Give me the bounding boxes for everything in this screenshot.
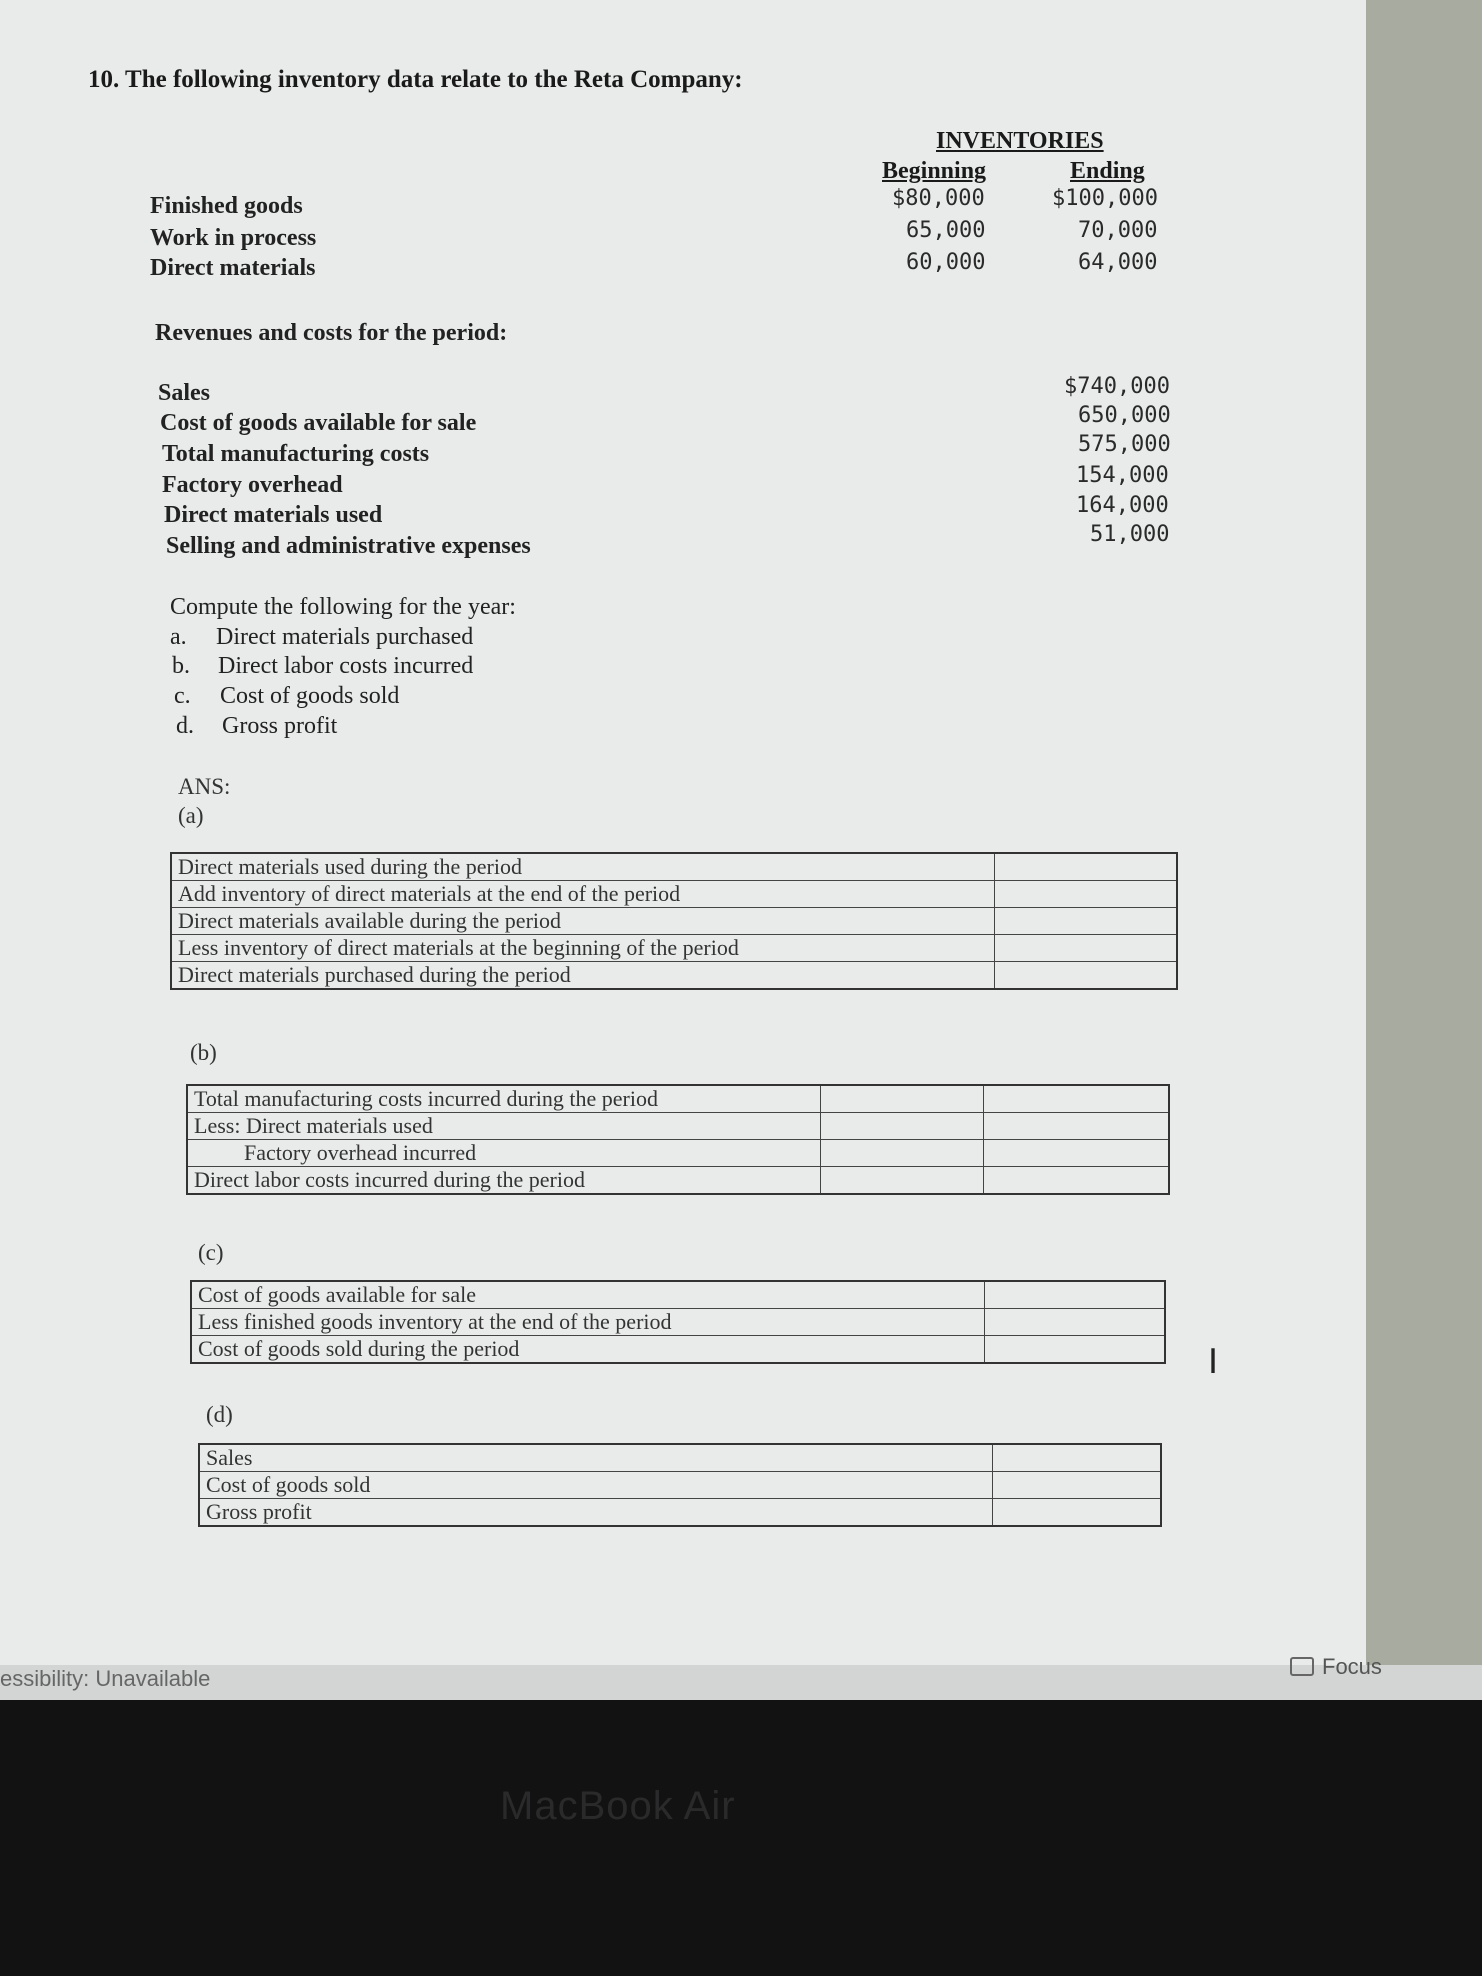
revenue-value: 575,000 bbox=[1078, 432, 1171, 457]
answer-cell[interactable] bbox=[984, 1113, 1170, 1140]
answer-table-c bbox=[190, 1280, 1166, 1364]
ending-col-header: Ending bbox=[1070, 158, 1145, 184]
ans-label: ANS: bbox=[178, 774, 231, 799]
row-description: Direct materials available during the period bbox=[171, 908, 995, 935]
row-description: Sales bbox=[199, 1444, 993, 1472]
status-bar bbox=[0, 1665, 1482, 1700]
revenue-value: 154,000 bbox=[1076, 463, 1169, 488]
row-description: Factory overhead incurred bbox=[187, 1140, 821, 1167]
answer-cell[interactable] bbox=[985, 1309, 1166, 1336]
table-row bbox=[171, 853, 1177, 881]
answer-cell[interactable] bbox=[821, 1167, 984, 1195]
compute-item-text: Direct materials purchased bbox=[216, 624, 474, 650]
focus-button[interactable] bbox=[1290, 1654, 1382, 1680]
revenues-heading: Revenues and costs for the period: bbox=[155, 320, 508, 346]
answer-cell[interactable] bbox=[985, 1336, 1166, 1364]
compute-item bbox=[170, 624, 473, 651]
revenue-label: Direct materials used bbox=[164, 502, 383, 528]
inventory-label: Work in process bbox=[150, 225, 317, 251]
row-description: Cost of goods available for sale bbox=[191, 1281, 985, 1309]
answer-cell[interactable] bbox=[993, 1444, 1162, 1472]
table-row bbox=[187, 1085, 1169, 1113]
table-row bbox=[199, 1472, 1161, 1499]
answer-cell[interactable] bbox=[984, 1140, 1170, 1167]
row-description: Direct materials used during the period bbox=[171, 853, 995, 881]
answer-cell[interactable] bbox=[995, 935, 1178, 962]
answer-table-b bbox=[186, 1084, 1170, 1195]
row-description: Less finished goods inventory at the end of the period bbox=[191, 1309, 985, 1336]
inventory-ending: 70,000 bbox=[1078, 218, 1158, 243]
table-row bbox=[191, 1309, 1165, 1336]
row-description: Less: Direct materials used bbox=[187, 1113, 821, 1140]
compute-item-text: Direct labor costs incurred bbox=[218, 653, 474, 679]
compute-heading: Compute the following for the year: bbox=[170, 594, 516, 620]
inventory-label: Finished goods bbox=[150, 193, 303, 219]
compute-item-text: Gross profit bbox=[222, 713, 338, 739]
part-a-label: (a) bbox=[178, 803, 204, 828]
device-brand: MacBook Air bbox=[500, 1784, 736, 1828]
answer-cell[interactable] bbox=[821, 1085, 984, 1113]
inventory-beginning: $80,000 bbox=[892, 186, 985, 211]
inventory-ending: 64,000 bbox=[1078, 250, 1158, 275]
table-row bbox=[199, 1499, 1161, 1527]
revenue-label: Total manufacturing costs bbox=[162, 441, 430, 467]
inventories-header: INVENTORIES bbox=[936, 128, 1104, 154]
compute-item-letter: b. bbox=[172, 653, 190, 679]
inventory-beginning: 60,000 bbox=[906, 250, 986, 275]
row-description: Less inventory of direct materials at the beginning of the period bbox=[171, 935, 995, 962]
part-b-label: (b) bbox=[190, 1040, 217, 1065]
row-description: Cost of goods sold during the period bbox=[191, 1336, 985, 1364]
answer-table-d bbox=[198, 1443, 1162, 1527]
table-row bbox=[171, 908, 1177, 935]
table-row bbox=[191, 1281, 1165, 1309]
answer-table-a bbox=[170, 852, 1178, 990]
row-description: Gross profit bbox=[199, 1499, 993, 1527]
answer-cell[interactable] bbox=[995, 881, 1178, 908]
focus-label: Focus bbox=[1322, 1654, 1382, 1679]
table-row bbox=[171, 935, 1177, 962]
row-description: Direct labor costs incurred during the period bbox=[187, 1167, 821, 1195]
text-cursor-icon: I bbox=[1208, 1342, 1219, 1382]
compute-item-letter: c. bbox=[174, 683, 191, 709]
table-row bbox=[191, 1336, 1165, 1364]
revenue-label: Factory overhead bbox=[162, 472, 343, 498]
compute-item bbox=[176, 713, 337, 740]
answer-cell[interactable] bbox=[995, 908, 1178, 935]
laptop-bezel bbox=[0, 1700, 1482, 1976]
answer-cell[interactable] bbox=[985, 1281, 1166, 1309]
compute-item bbox=[172, 653, 473, 680]
part-c-label: (c) bbox=[198, 1240, 224, 1265]
answer-cell[interactable] bbox=[821, 1113, 984, 1140]
question-title: 10. The following inventory data relate to the Reta Company: bbox=[88, 66, 743, 93]
table-row bbox=[187, 1140, 1169, 1167]
revenue-value: 650,000 bbox=[1078, 403, 1171, 428]
answer-cell[interactable] bbox=[993, 1499, 1162, 1527]
revenue-value: $740,000 bbox=[1064, 374, 1170, 399]
part-d-label: (d) bbox=[206, 1402, 233, 1427]
row-description: Total manufacturing costs incurred during the period bbox=[187, 1085, 821, 1113]
compute-item-letter: a. bbox=[170, 624, 187, 650]
inventory-ending: $100,000 bbox=[1052, 186, 1158, 211]
table-row bbox=[171, 962, 1177, 990]
answer-cell[interactable] bbox=[821, 1140, 984, 1167]
revenue-value: 164,000 bbox=[1076, 493, 1169, 518]
table-row bbox=[187, 1113, 1169, 1140]
revenue-label: Selling and administrative expenses bbox=[166, 533, 531, 559]
row-description: Direct materials purchased during the period bbox=[171, 962, 995, 990]
table-row bbox=[171, 881, 1177, 908]
answer-cell[interactable] bbox=[993, 1472, 1162, 1499]
revenue-label: Sales bbox=[158, 380, 211, 406]
inventory-beginning: 65,000 bbox=[906, 218, 986, 243]
table-row bbox=[187, 1167, 1169, 1195]
compute-item-letter: d. bbox=[176, 713, 194, 739]
table-row bbox=[199, 1444, 1161, 1472]
answer-cell[interactable] bbox=[995, 853, 1178, 881]
accessibility-status: essibility: Unavailable bbox=[0, 1666, 211, 1691]
revenue-label: Cost of goods available for sale bbox=[160, 410, 477, 436]
answer-cell[interactable] bbox=[984, 1085, 1170, 1113]
revenue-value: 51,000 bbox=[1090, 522, 1170, 547]
answer-cell[interactable] bbox=[995, 962, 1178, 990]
answer-cell[interactable] bbox=[984, 1167, 1170, 1195]
inventory-label: Direct materials bbox=[150, 255, 316, 281]
compute-item-text: Cost of goods sold bbox=[220, 683, 400, 709]
row-description: Cost of goods sold bbox=[199, 1472, 993, 1499]
row-description: Add inventory of direct materials at the end of the period bbox=[171, 881, 995, 908]
window-edge bbox=[1366, 0, 1482, 1665]
beginning-col-header: Beginning bbox=[882, 158, 987, 184]
focus-icon bbox=[1290, 1657, 1314, 1676]
compute-item bbox=[174, 683, 399, 710]
